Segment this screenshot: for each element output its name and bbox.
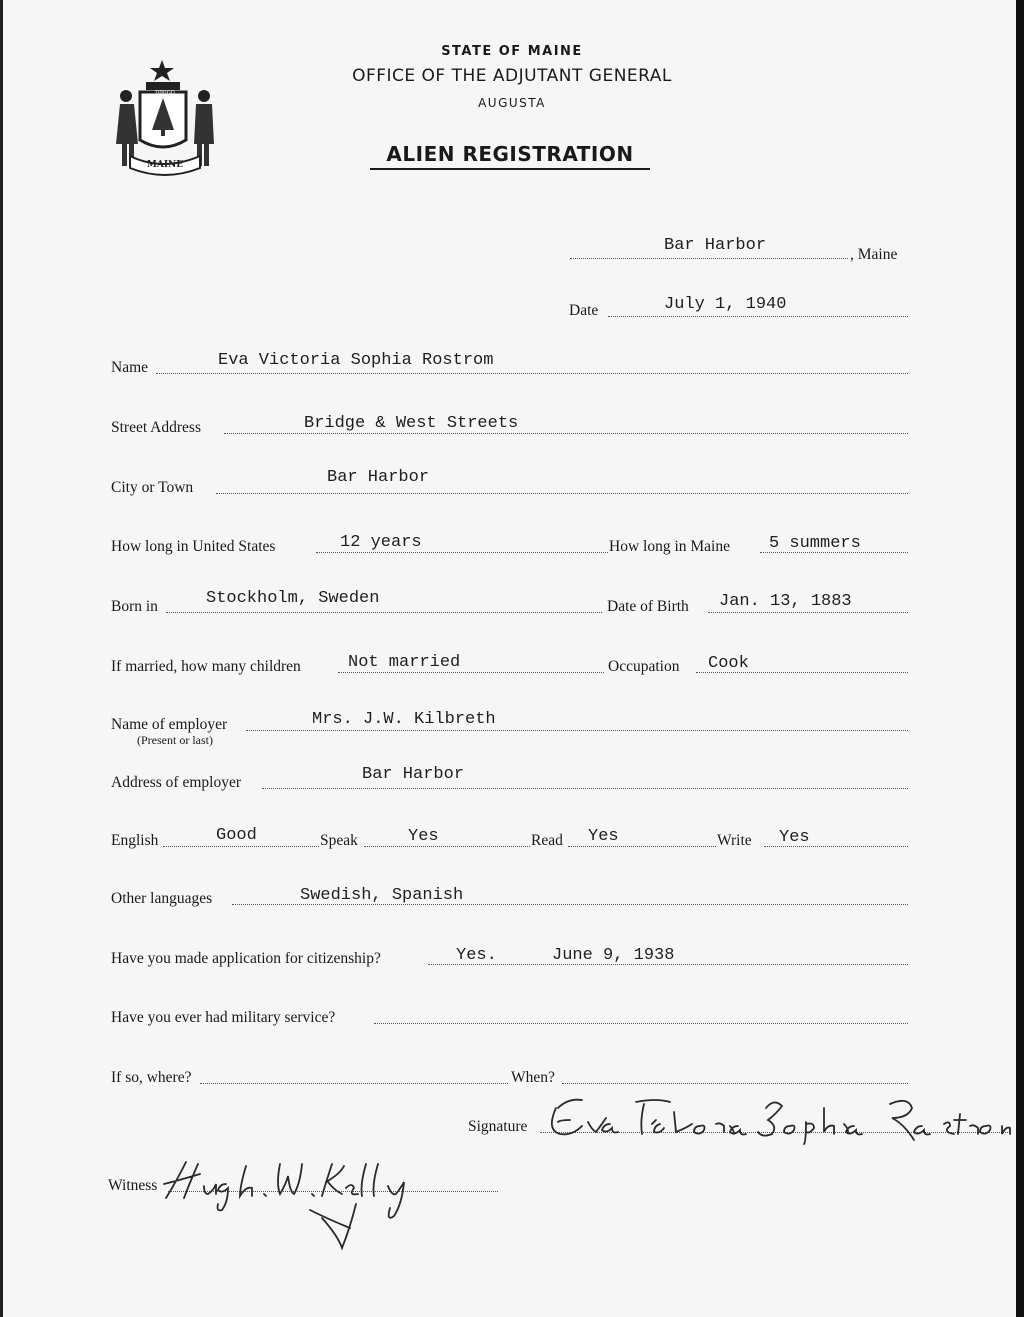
write-value: Yes: [779, 828, 810, 847]
date-label: Date: [569, 302, 599, 319]
write-label: Write: [717, 832, 752, 849]
speak-label: Speak: [320, 832, 358, 849]
seal-state-name: MAINE: [146, 160, 184, 170]
occupation-label: Occupation: [608, 658, 680, 675]
employer-address-label: Address of employer: [111, 774, 241, 791]
us-duration-label: How long in United States: [111, 538, 276, 555]
children-line: [338, 672, 604, 673]
dob-value: Jan. 13, 1883: [719, 592, 852, 611]
military-label: Have you ever had military service?: [111, 1009, 336, 1026]
read-label: Read: [531, 832, 563, 849]
witness-label: Witness: [108, 1177, 158, 1194]
maine-duration-value: 5 summers: [769, 534, 861, 553]
born-line: [166, 612, 602, 613]
when-line: [562, 1083, 908, 1084]
location-town-value: Bar Harbor: [664, 236, 767, 255]
military-line: [374, 1023, 908, 1024]
us-duration-value: 12 years: [340, 533, 422, 552]
dob-label: Date of Birth: [607, 598, 689, 615]
employer-line: [246, 730, 908, 731]
where-label: If so, where?: [111, 1069, 192, 1086]
name-value: Eva Victoria Sophia Rostrom: [218, 351, 494, 370]
employer-address-line: [262, 788, 908, 789]
city-value: Bar Harbor: [327, 468, 430, 487]
employer-address-value: Bar Harbor: [362, 765, 465, 784]
english-label: English: [111, 832, 159, 849]
street-label: Street Address: [111, 419, 201, 436]
employer-sublabel: (Present or last): [137, 733, 213, 747]
date-line: [608, 316, 908, 317]
dob-line: [708, 612, 908, 613]
born-label: Born in: [111, 598, 158, 615]
street-line: [224, 433, 908, 434]
speak-line: [364, 846, 530, 847]
street-value: Bridge & West Streets: [304, 414, 519, 433]
signature-label: Signature: [468, 1118, 528, 1135]
city-label: City or Town: [111, 479, 194, 496]
english-line: [163, 846, 319, 847]
employer-value: Mrs. J.W. Kilbreth: [312, 710, 496, 729]
speak-value: Yes: [408, 827, 439, 846]
employer-label: Name of employer: [111, 716, 228, 733]
children-value: Not married: [348, 653, 461, 672]
occupation-value: Cook: [708, 654, 749, 673]
other-languages-value: Swedish, Spanish: [300, 886, 464, 905]
date-value: July 1, 1940: [664, 295, 787, 314]
signature-handwriting: [540, 1088, 1020, 1148]
citizenship-value: Yes.: [456, 946, 497, 965]
scan-edge-left: [0, 0, 3, 1317]
children-label: If married, how many children: [111, 658, 301, 675]
read-value: Yes: [588, 827, 619, 846]
header-office: OFFICE OF THE ADJUTANT GENERAL: [352, 66, 672, 86]
location-suffix: , Maine: [850, 246, 898, 263]
header-state: STATE OF MAINE: [441, 44, 583, 59]
maine-duration-label: How long in Maine: [609, 538, 730, 555]
born-value: Stockholm, Sweden: [206, 589, 380, 608]
header-city: AUGUSTA: [478, 96, 546, 110]
other-languages-label: Other languages: [111, 890, 213, 907]
seal-motto: DIRIGO: [155, 90, 175, 96]
name-line: [156, 373, 908, 374]
citizenship-label: Have you made application for citizenship?: [111, 950, 381, 967]
citizenship-date-value: June 9, 1938: [552, 946, 675, 965]
form-title: ALIEN REGISTRATION: [370, 142, 650, 170]
location-line: [570, 258, 848, 259]
name-label: Name: [111, 359, 149, 376]
city-line: [216, 493, 908, 494]
us-duration-line: [316, 552, 608, 553]
witness-handwriting: [160, 1150, 430, 1254]
english-value: Good: [216, 826, 257, 845]
when-label: When?: [511, 1069, 555, 1086]
read-line: [568, 846, 716, 847]
where-line: [200, 1083, 508, 1084]
